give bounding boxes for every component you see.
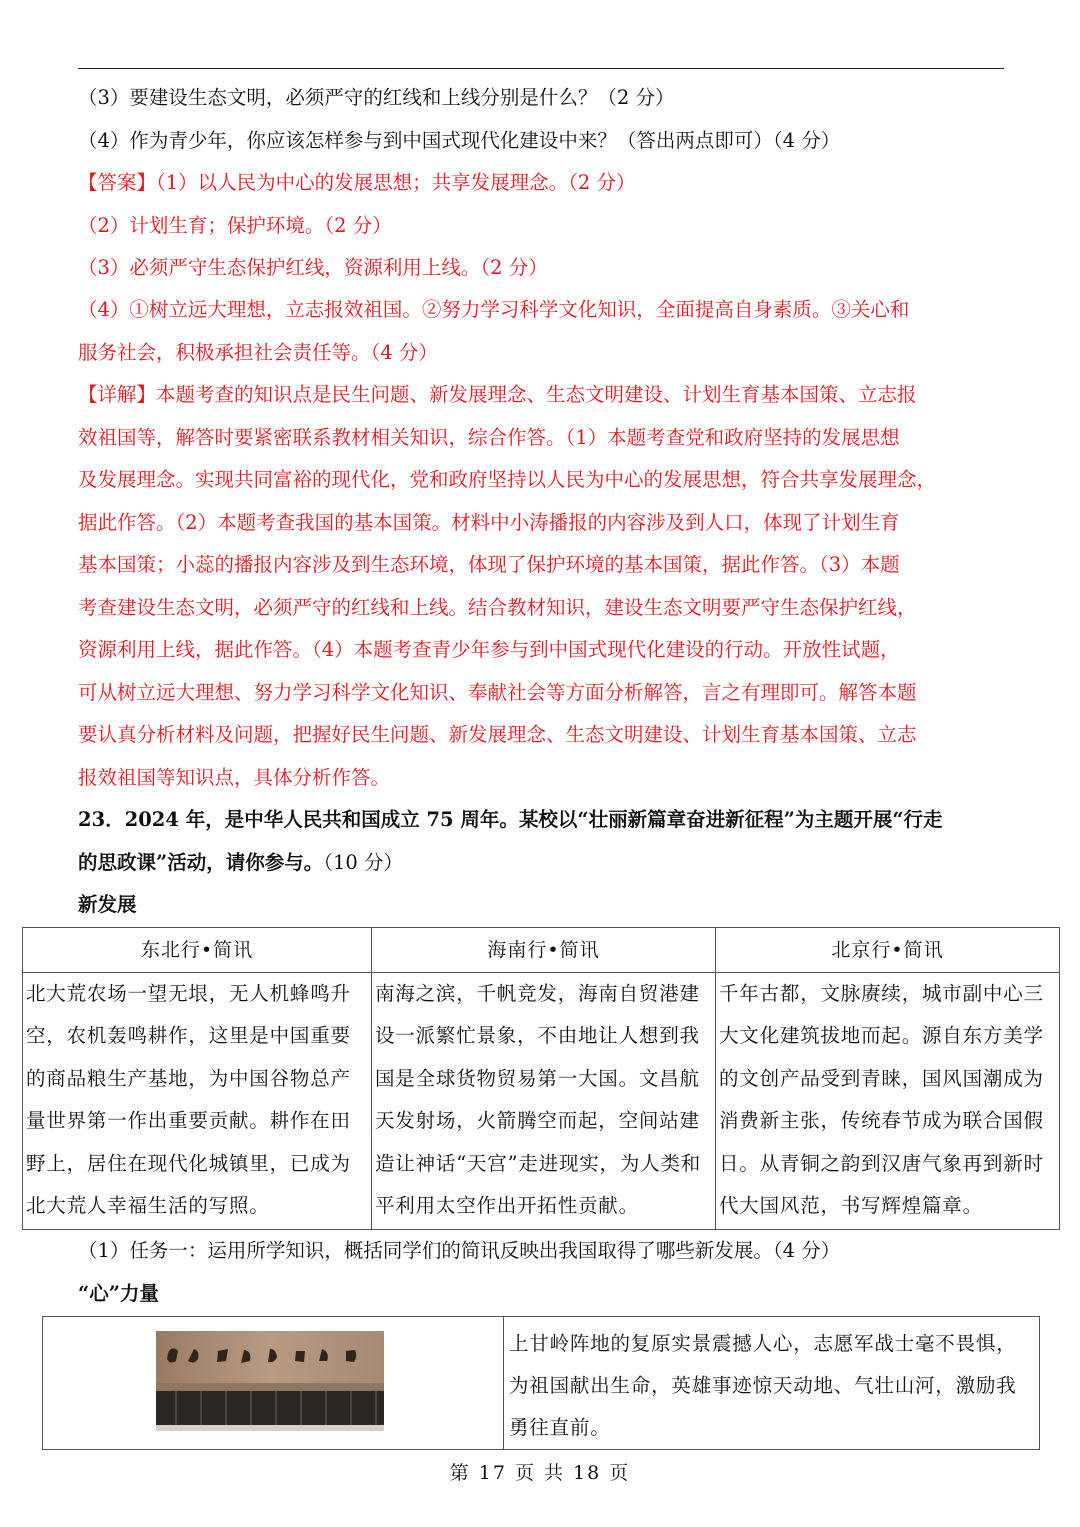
detail-line-9: 要认真分析材料及问题，把握好民生问题、新发展理念、生态文明建设、计划生育基本国策、立志 [78, 723, 917, 746]
detail-line-6: 考查建设生态文明，必须严守的红线和上线。结合教材知识，建设生态文明要严守生态保护红线， [78, 596, 917, 619]
news-body-hainan: 南海之滨，千帆竞发，海南自贸港建设一派繁忙景象，不由地让人想到我国是全球货物贸易第一大国。文昌航天发射场，火箭腾空而起，空间站建造让神话“天宫”走进现实，为人类和平利用太空作出开拓性贡献。 [372, 973, 716, 1230]
detail-line-5: 基本国策；小蕊的播报内容涉及到生态环境，体现了保护环境的基本国策，据此作答。（3）本题 [78, 553, 900, 576]
answer-2: （2）计划生育；保护环境。（2 分） [78, 214, 392, 237]
detail-line-7: 资源利用上线，据此作答。（4）本题考查青少年参与到中国式现代化建设的行动。开放性试题， [78, 638, 900, 661]
answer-3: （3）必须严守生态保护红线，资源利用上线。（2 分） [78, 256, 548, 279]
detail-text-1: 本题考查的知识点是民生问题、新发展理念、生态文明建设、计划生育基本国策、立志报 [156, 383, 917, 406]
museum-photo-drawing [156, 1331, 384, 1431]
question-4: （4）作为青少年，你应该怎样参与到中国式现代化建设中来？（答出两点即可）（4 分） [78, 129, 841, 152]
q23-line-1: 23．2024 年，是中华人民共和国成立 75 周年。某校以“壮丽新篇章奋进新征程”为主题开展“行走 [78, 808, 943, 831]
answer-1-line [78, 162, 1008, 204]
detail-line-3: 及发展理念。实现共同富裕的现代化，党和政府坚持以人民为中心的发展思想，符合共享发展理念， [78, 468, 937, 491]
news-table [22, 927, 1060, 1230]
page-footer: 第 17 页 共 18 页 [449, 1462, 631, 1484]
heart-table [42, 1316, 1040, 1450]
news-title-beijing: 北京行•简讯 [716, 928, 1060, 973]
news-title-hainan: 海南行•简讯 [372, 928, 716, 973]
heart-description: 上甘岭阵地的复原实景震撼人心，志愿军战士毫不畏惧，为祖国献出生命，英雄事迹惊天动地、气壮山河，激励我勇往直前。 [504, 1317, 1040, 1450]
answer-4-line-1: （4）①树立远大理想，立志报效祖国。②努力学习科学文化知识，全面提高自身素质。③关心和 [78, 298, 910, 321]
header-rule [78, 68, 1004, 69]
q23-line-2 [78, 842, 1008, 884]
section-new-development: 新发展 [78, 893, 137, 916]
detail-line-4: 据此作答。（2）本题考查我国的基本国策。材料中小涛播报的内容涉及到人口，体现了计划生育 [78, 511, 900, 534]
question-3: （3）要建设生态文明，必须严守的红线和上线分别是什么？（2 分） [78, 86, 675, 109]
answer-tag: 【答案】 [78, 171, 157, 194]
news-body-beijing: 千年古都，文脉赓续，城市副中心三大文化建筑拔地而起。源自东方美学的文创产品受到青睐，国风国潮成为消费新主张，传统春节成为联合国假日。从青铜之韵到汉唐气象再到新时代大国风范，书写辉煌篇章。 [716, 973, 1060, 1230]
news-title-northeast: 东北行•简讯 [23, 928, 372, 973]
detail-line-10: 报效祖国等知识点，具体分析作答。 [78, 766, 391, 789]
detail-line-2: 效祖国等，解答时要紧密联系教材相关知识，综合作答。（1）本题考查党和政府坚持的发展思想 [78, 426, 900, 449]
answer-4-line-2: 服务社会，积极承担社会责任等。（4 分） [78, 341, 438, 364]
detail-tag: 【详解】 [78, 383, 157, 406]
q23-score: （10 分） [323, 851, 403, 874]
museum-photo-cell [43, 1317, 504, 1450]
task-1: （1）任务一：运用所学知识，概括同学们的简讯反映出我国取得了哪些新发展。（4 分） [78, 1239, 841, 1262]
detail-line-8: 可从树立远大理想、努力学习科学文化知识、奉献社会等方面分析解答，言之有理即可。解答本题 [78, 681, 917, 704]
news-body-northeast: 北大荒农场一望无垠，无人机蜂鸣升空，农机轰鸣耕作，这里是中国重要的商品粮生产基地，为中国谷物总产量世界第一作出重要贡献。耕作在田野上，居住在现代化城镇里，已成为北大荒人幸福生活的写照。 [23, 973, 372, 1230]
section-heart-power: “心”力量 [78, 1282, 159, 1305]
museum-photo [156, 1331, 384, 1431]
answer-1: （1）以人民为中心的发展思想；共享发展理念。（2 分） [156, 171, 636, 194]
q23-line-2-text: 的思政课”活动，请你参与。 [78, 851, 324, 874]
detail-line-1 [78, 374, 1008, 416]
